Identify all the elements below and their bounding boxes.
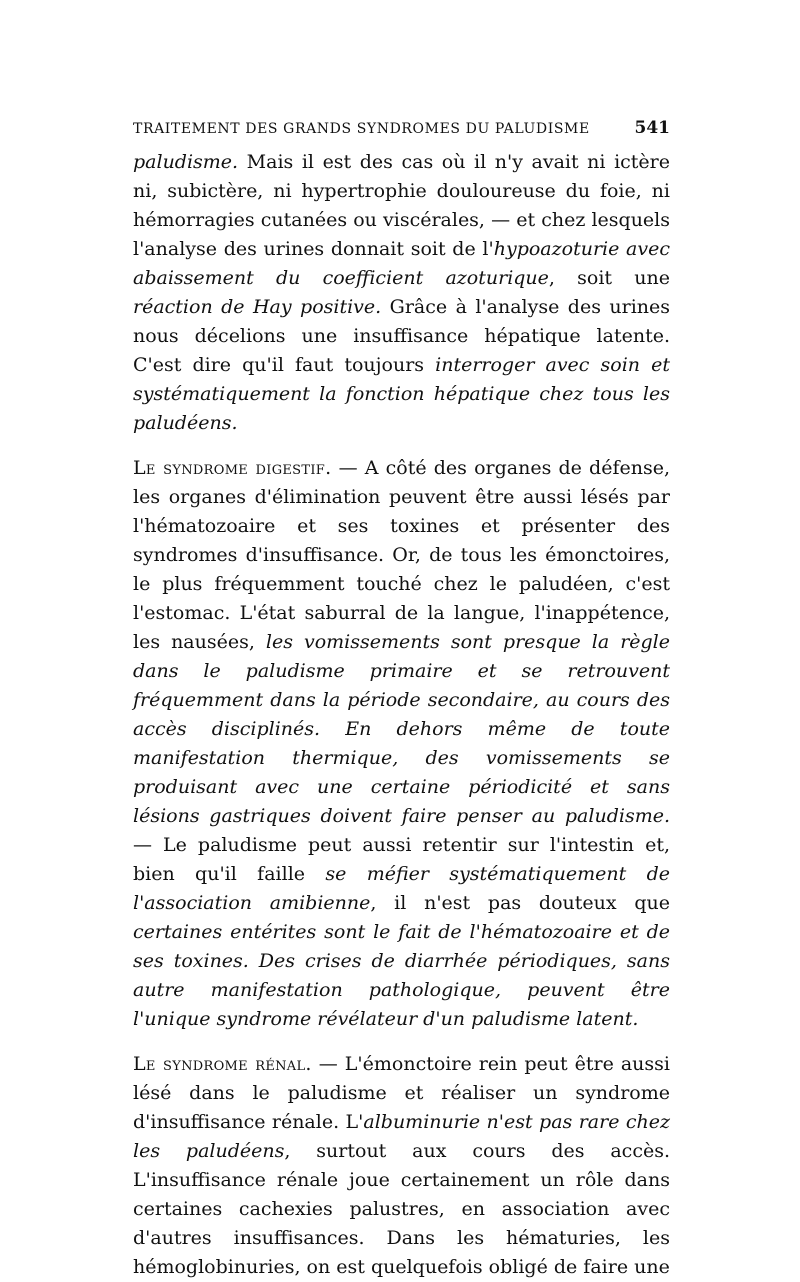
italic-run: interroger avec soin et systématiquement la fonction hépatique chez tous les paludéens. bbox=[133, 354, 671, 434]
italic-run: paludisme. bbox=[133, 151, 239, 173]
text-run: , surtout aux cours des accès. L'insuffisance rénale joue certainement un rôle dans certaines cachexies palustres, en association avec d'autres insuffisances. Dans les hématuries, les hémoglobinuries, on est quelquefois obligé de faire une bbox=[133, 1140, 671, 1278]
paragraph-hepatic-conclusion bbox=[133, 148, 670, 438]
section-heading: Le syndrome rénal. bbox=[133, 1053, 312, 1075]
paragraph-renal-syndrome bbox=[133, 1050, 670, 1282]
text-run: — L'émonctoire rein peut être aussi lésé dans le paludisme et réaliser un syndrome d'insuffisance rénale. L' bbox=[133, 1053, 670, 1133]
italic-run: les vomissements sont presque la règle dans le paludisme primaire et se retrouvent fréquemment dans la période secondaire, au cours des accès disciplinés. En dehors même de toute manifestation thermique, des vomissements se produisant avec une certaine périodicité et sans lésions gastriques doivent faire penser au paludisme. bbox=[133, 631, 671, 827]
paragraph-digestive-syndrome bbox=[133, 454, 670, 1034]
page-number: 541 bbox=[634, 118, 670, 138]
text-run: Grâce à l'analyse des urines nous décelions une insuffisance hépatique latente. C'est dire qu'il faut toujours bbox=[133, 296, 671, 376]
italic-run: hypoazoturie avec abaissement du coefficient azoturique bbox=[133, 238, 670, 289]
text-run: Mais il est des cas où il n'y avait ni ictère ni, subictère, ni hypertrophie douloureuse du foie, ni hémorragies cutanées ou viscérales, — et chez lesquels l'analyse des urines donnait soit de l' bbox=[133, 151, 670, 260]
text-run: , soit une bbox=[548, 267, 670, 289]
italic-run: réaction de Hay positive. bbox=[133, 296, 382, 318]
body-text bbox=[133, 148, 670, 1282]
running-header bbox=[133, 118, 670, 138]
text-run: — Le paludisme peut aussi retentir sur l'intestin et, bien qu'il faille bbox=[133, 834, 670, 885]
running-title: TRAITEMENT DES GRANDS SYNDROMES DU PALUDISME bbox=[133, 121, 590, 137]
italic-run: albuminurie n'est pas rare chez les paludéens bbox=[133, 1111, 670, 1162]
text-run: , il n'est pas douteux que bbox=[370, 892, 670, 914]
text-run: — A côté des organes de défense, les organes d'élimination peuvent être aussi lésés par l'hématozoaire et ses toxines et présenter des syndromes d'insuffisance. Or, de tous les émonctoires, le plus fréquemment touché chez le paludéen, c'est l'estomac. L'état saburral de la langue, l'inappétence, les nausées, bbox=[133, 457, 671, 653]
italic-run: certaines entérites sont le fait de l'hématozoaire et de ses toxines. Des crises de diarrhée périodiques, sans autre manifestation pathologique, peuvent être l'unique syndrome révélateur d'un paludisme latent. bbox=[133, 921, 670, 1030]
italic-run: se méfier systématiquement de l'association amibienne bbox=[133, 863, 670, 914]
section-heading: Le syndrome digestif. bbox=[133, 457, 332, 479]
